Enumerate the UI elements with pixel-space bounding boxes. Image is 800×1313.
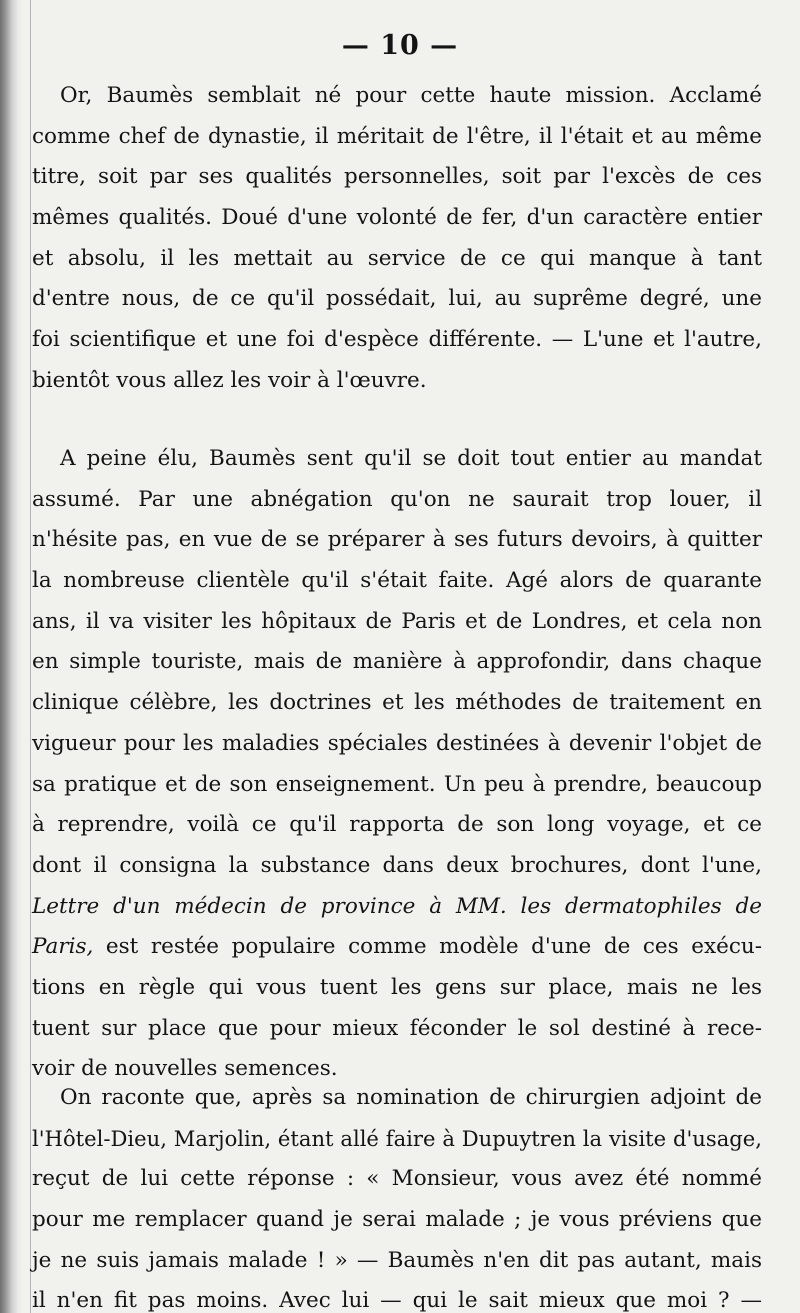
text-line: bientôt vous allez les voir à l'œuvre. [32,367,427,393]
text-line [32,927,762,968]
page-binding-edge [0,0,22,1313]
text-line: A peine élu, Baumès sent qu'il se doit tout entier au mandat [60,446,762,471]
text-line: il n'en fit pas moins. Avec lui — qui le sait mieux que moi ? — [32,1288,762,1313]
text-line: n'hésite pas, en vue de se préparer à ses futurs devoirs, à quitter [32,527,762,553]
text-line: Or, Baumès semblait né pour cette haute mission. Acclamé [60,83,762,108]
text-line: foi scientifique et une foi d'espèce différente. — L'une et l'autre, [32,327,762,353]
text-line: comme chef de dynastie, il méritait de l'être, il l'était et au même [32,123,762,149]
text-line: en simple touriste, mais de manière à approfondir, dans chaque [32,649,762,675]
text-line: tuent sur place que pour mieux féconder le sol destiné à rece- [32,1015,762,1041]
text-line: l'Hôtel-Dieu, Marjolin, étant allé faire à Dupuytren la visite d'usage, [32,1125,762,1151]
text-line: pour me remplacer quand je serai malade ; je vous préviens que [32,1207,762,1233]
margin-rule [30,0,31,1313]
text-line: la nombreuse clientèle qu'il s'était faite. Agé alors de quarante [32,568,762,594]
text-line: clinique célèbre, les doctrines et les méthodes de traitement en [32,690,762,716]
text-line: à reprendre, voilà ce qu'il rapporta de son long voyage, et ce [32,812,762,838]
text-line: dont il consigna la substance dans deux brochures, dont l'une, [32,852,762,878]
paragraph-3 [32,1078,762,1313]
text-line: On raconte que, après sa nomination de chirurgien adjoint de [60,1085,762,1110]
page-number: — 10 — [341,30,459,61]
text-line: sa pratique et de son enseignement. Un peu à prendre, beaucoup [32,771,762,797]
book-title-line: Lettre d'un médecin de province à MM. les dermatophiles de [32,893,762,919]
text-line: assumé. Par une abnégation qu'on ne saurait trop louer, il [32,486,762,512]
paragraph-2 [32,439,762,1090]
text-line: voir de nouvelles semences. [32,1056,338,1082]
text-line: mêmes qualités. Doué d'une volonté de fer, d'un caractère entier [32,205,762,231]
text-line: reçut de lui cette réponse : « Monsieur, vous avez été nommé [32,1166,762,1192]
text-line: titre, soit par ses qualités personnelles, soit par l'excès de ces [32,164,762,190]
text-line: et absolu, il les mettait au service de ce qui manque à tant [32,245,762,271]
text-line: ans, il va visiter les hôpitaux de Paris et de Londres, et cela non [32,608,762,634]
text-line: d'entre nous, de ce qu'il possédait, lui, au suprême degré, une [32,286,762,312]
text-line: vigueur pour les maladies spéciales destinées à devenir l'objet de [32,730,762,756]
book-title-end: Paris, [32,934,94,960]
text-line: je ne suis jamais malade ! » — Baumès n'en dit pas autant, mais [32,1247,762,1273]
text-line-rest: est restée populaire comme modèle d'une de ces exécu- [93,934,762,960]
paragraph-1 [32,76,762,402]
text-line: tions en règle qui vous tuent les gens sur place, mais ne les [32,974,762,1000]
